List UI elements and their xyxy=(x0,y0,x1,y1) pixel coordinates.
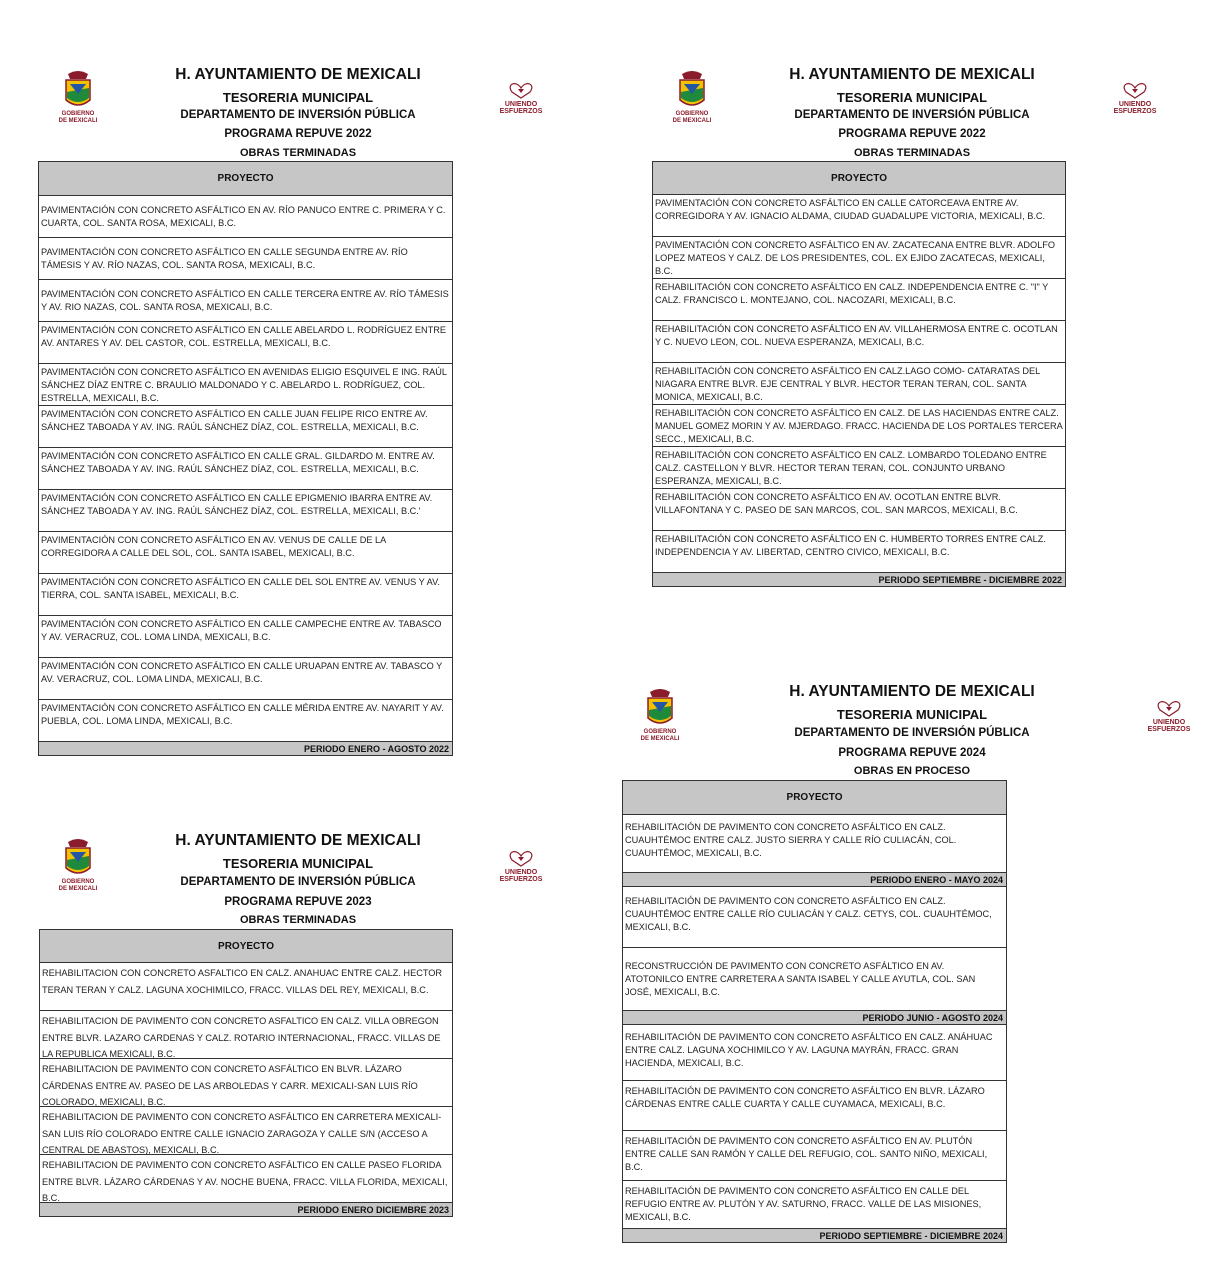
logo-right-text-2: ESFUERZOS xyxy=(1113,108,1157,115)
table-row: PAVIMENTACIÓN CON CONCRETO ASFÁLTICO EN CALLE GRAL. GILDARDO M. ENTRE AV. SÁNCHEZ TABOADA Y AV. ING. RAÚL SÁNCHEZ DÍAZ, COL. ESTRELLA, MEXICALI, B.C. xyxy=(39,448,452,490)
table-row: PAVIMENTACIÓN CON CONCRETO ASFÁLTICO EN AVENIDAS ELIGIO ESQUIVEL E ING. RAÚL SÁNCHEZ DÍAZ ENTRE C. BRAULIO MALDONADO Y C. ABELARDO L. RODRÍGUEZ, COL. ESTRELLA, MEXICALI, B.C. xyxy=(39,364,452,406)
period-footer: PERIODO ENERO - AGOSTO 2022 xyxy=(39,742,452,755)
table-row: REHABILITACIÓN CON CONCRETO ASFÁLTICO EN AV. VILLAHERMOSA ENTRE C. OCOTLAN Y C. NUEVO LEON, COL. NUEVA ESPERANZA, MEXICALI, B.C. xyxy=(653,321,1065,363)
status-title: OBRAS TERMINADAS xyxy=(853,147,971,159)
column-header: PROYECTO xyxy=(39,162,452,196)
uniendo-esfuerzos-logo xyxy=(496,848,546,884)
logo-right-text-1: UNIENDO xyxy=(1152,719,1186,726)
logo-left-text-1: GOBIERNO xyxy=(61,111,95,117)
period-footer: PERIODO SEPTIEMBRE - DICIEMBRE 2024 xyxy=(623,1229,1006,1242)
section-repuve-2023 xyxy=(38,830,558,930)
program-title: PROGRAMA REPUVE 2022 xyxy=(224,128,372,140)
gobierno-mexicali-logo xyxy=(52,838,104,890)
table-row: PAVIMENTACIÓN CON CONCRETO ASFÁLTICO EN CALLE URUAPAN ENTRE AV. TABASCO Y AV. VERACRUZ, COL. LOMA LINDA, MEXICALI, B.C. xyxy=(39,658,452,700)
table-row: PAVIMENTACIÓN CON CONCRETO ASFÁLTICO EN CALLE CATORCEAVA ENTRE AV. CORREGIDORA Y AV. IGNACIO ALDAMA, CIUDAD GUADALUPE VICTORIA, MEXICALI, B.C. xyxy=(653,195,1065,237)
coat-of-arms-icon xyxy=(52,70,104,126)
logo-right-text-1: UNIENDO xyxy=(504,101,538,108)
period-footer: PERIODO ENERO - MAYO 2024 xyxy=(623,873,1006,887)
table-row: REHABILITACION CON CONCRETO ASFALTICO EN CALZ. ANAHUAC ENTRE CALZ. HECTOR TERAN TERAN Y CALZ. LAGUNA XOCHIMILCO, FRACC. VILLAS DEL REY, MEXICALI, B.C. xyxy=(40,963,452,1011)
table-row: PAVIMENTACIÓN CON CONCRETO ASFÁLTICO EN AV. ZACATECANA ENTRE BLVR. ADOLFO LOPEZ MATEOS Y CALZ. DE LOS PRESIDENTES, COL. EX EJIDO ZACATECAS, MEXICALI, B.C. xyxy=(653,237,1065,279)
logo-right-text-2: ESFUERZOS xyxy=(499,876,543,883)
logo-left-text-1: GOBIERNO xyxy=(61,879,95,885)
period-footer: PERIODO ENERO DICIEMBRE 2023 xyxy=(40,1203,452,1216)
table-row: PAVIMENTACIÓN CON CONCRETO ASFÁLTICO EN CALLE DEL SOL ENTRE AV. VENUS Y AV. TIERRA, COL. SANTA ISABEL, MEXICALI, B.C. xyxy=(39,574,452,616)
table-row: REHABILITACIÓN DE PAVIMENTO CON CONCRETO ASFÁLTICO EN BLVR. LÁZARO CÁRDENAS ENTRE CALLE CUARTA Y CALLE CUYAMACA, MEXICALI, B.C. xyxy=(623,1081,1006,1131)
logo-left-text-2: DE MEXICALI xyxy=(58,118,98,124)
table-row: PAVIMENTACIÓN CON CONCRETO ASFÁLTICO EN CALLE EPIGMENIO IBARRA ENTRE AV. SÁNCHEZ TABOADA Y AV. ING. RAÚL SÁNCHEZ DÍAZ, COL. ESTRELLA, MEXICALI, B.C.' xyxy=(39,490,452,532)
department-title: DEPARTAMENTO DE INVERSIÓN PÚBLICA xyxy=(794,109,1030,121)
status-title: OBRAS EN PROCESO xyxy=(853,765,971,777)
department-title: DEPARTAMENTO DE INVERSIÓN PÚBLICA xyxy=(180,109,416,121)
period-footer: PERIODO SEPTIEMBRE - DICIEMBRE 2022 xyxy=(653,573,1065,586)
table-row: REHABILITACIÓN DE PAVIMENTO CON CONCRETO ASFÁLTICO EN CALZ. ANÁHUAC ENTRE CALZ. LAGUNA XOCHIMILCO Y AV. LAGUNA MAYRÁN, FRACC. GRAN HACIENDA, MEXICALI, B.C. xyxy=(623,1025,1006,1081)
table-row: REHABILITACION DE PAVIMENTO CON CONCRETO ASFÁLTICO EN CALLE PASEO FLORIDA ENTRE BLVR. LÁZARO CÁRDENAS Y AV. NOCHE BUENA, FRACC. VILLA FLORIDA, MEXICALI, B.C. xyxy=(40,1155,452,1203)
org-title: H. AYUNTAMIENTO DE MEXICALI xyxy=(789,66,1035,83)
table-row: REHABILITACION DE PAVIMENTO CON CONCRETO ASFALTICO EN CALZ. VILLA OBREGON ENTRE BLVR. LAZARO CARDENAS Y CALZ. ROTARIO INTERNACIONAL, FRACC. VILLAS DE LA REPUBLICA MEXICALI, B.C. xyxy=(40,1011,452,1059)
office-title: TESORERIA MUNICIPAL xyxy=(222,856,374,871)
table-row: PAVIMENTACIÓN CON CONCRETO ASFÁLTICO EN CALLE TERCERA ENTRE AV. RÍO TÁMESIS Y AV. RIO NAZAS, COL. SANTA ROSA, MEXICALI, B.C. xyxy=(39,280,452,322)
org-title: H. AYUNTAMIENTO DE MEXICALI xyxy=(789,683,1035,700)
table-row: PAVIMENTACIÓN CON CONCRETO ASFÁLTICO EN CALLE SEGUNDA ENTRE AV. RÍO TÁMESIS Y AV. RÍO NAZAS, COL. SANTA ROSA, MEXICALI, B.C. xyxy=(39,238,452,280)
section-repuve-2022-b xyxy=(652,62,1172,162)
coat-of-arms-icon xyxy=(52,838,104,894)
table-row: REHABILITACIÓN CON CONCRETO ASFÁLTICO EN CALZ.LAGO COMO- CATARATAS DEL NIAGARA ENTRE BLVR. EJE CENTRAL Y BLVR. HECTOR TERAN TERAN, COL. SANTA MONICA, MEXICALI, B.C. xyxy=(653,363,1065,405)
table-row: PAVIMENTACIÓN CON CONCRETO ASFÁLTICO EN CALLE MÉRIDA ENTRE AV. NAYARIT Y AV. PUEBLA, COL. LOMA LINDA, MEXICALI, B.C. xyxy=(39,700,452,742)
program-title: PROGRAMA REPUVE 2024 xyxy=(838,747,986,759)
column-header: PROYECTO xyxy=(623,781,1006,815)
logo-right-text-1: UNIENDO xyxy=(504,869,538,876)
department-title: DEPARTAMENTO DE INVERSIÓN PÚBLICA xyxy=(794,727,1030,739)
period-footer: PERIODO JUNIO - AGOSTO 2024 xyxy=(623,1011,1006,1025)
logo-left-text-2: DE MEXICALI xyxy=(640,736,680,742)
table-row: PAVIMENTACIÓN CON CONCRETO ASFÁLTICO EN CALLE JUAN FELIPE RICO ENTRE AV. SÁNCHEZ TABOADA Y AV. ING. RAÚL SÁNCHEZ DÍAZ, COL. ESTRELLA, MEXICALI, B.C. xyxy=(39,406,452,448)
table-row: PAVIMENTACIÓN CON CONCRETO ASFÁLTICO EN CALLE ABELARDO L. RODRÍGUEZ ENTRE AV. ANTARES Y AV. DEL CASTOR, COL. ESTRELLA, MEXICALI, B.C. xyxy=(39,322,452,364)
table-row: REHABILITACIÓN DE PAVIMENTO CON CONCRETO ASFÁLTICO EN CALLE DEL REFUGIO ENTRE AV. PLUTÓN Y AV. SATURNO, FRACC. VALLE DE LAS MISIONES, MEXICALI, B.C. xyxy=(623,1181,1006,1229)
table-row: REHABILITACION DE PAVIMENTO CON CONCRETO ASFÁLTICO EN CARRETERA MEXICALI-SAN LUIS RÍO COLORADO ENTRE CALLE IGNACIO ZARAGOZA Y CALLE S/N (ACCESO A CENTRAL DE ABASTOS), MEXICALI, B.C. xyxy=(40,1107,452,1155)
logo-left-text-2: DE MEXICALI xyxy=(672,118,712,124)
office-title: TESORERIA MUNICIPAL xyxy=(836,707,988,722)
table-row: REHABILITACIÓN DE PAVIMENTO CON CONCRETO ASFÁLTICO EN AV. PLUTÓN ENTRE CALLE SAN RAMÓN Y CALLE DEL REFUGIO, COL. SANTO NIÑO, MEXICALI, B.C. xyxy=(623,1131,1006,1181)
program-title: PROGRAMA REPUVE 2023 xyxy=(224,896,372,908)
logo-right-text-1: UNIENDO xyxy=(1118,101,1152,108)
status-title: OBRAS TERMINADAS xyxy=(239,914,357,926)
gobierno-mexicali-logo xyxy=(52,70,104,122)
gobierno-mexicali-logo xyxy=(666,70,718,122)
table-row: REHABILITACIÓN CON CONCRETO ASFÁLTICO EN CALZ. DE LAS HACIENDAS ENTRE CALZ. MANUEL GOMEZ MORIN Y AV. MJERDAGO. FRACC. HACIENDA DE LOS PORTALES TERCERA SECC., MEXICALI, B.C. xyxy=(653,405,1065,447)
table-row: PAVIMENTACIÓN CON CONCRETO ASFÁLTICO EN AV. VENUS DE CALLE DE LA CORREGIDORA A CALLE DEL SOL, COL. SANTA ISABEL, MEXICALI, B.C. xyxy=(39,532,452,574)
status-title: OBRAS TERMINADAS xyxy=(239,147,357,159)
table-row: PAVIMENTACIÓN CON CONCRETO ASFÁLTICO EN CALLE CAMPECHE ENTRE AV. TABASCO Y AV. VERACRUZ, COL. LOMA LINDA, MEXICALI, B.C. xyxy=(39,616,452,658)
uniendo-esfuerzos-logo xyxy=(1110,80,1160,116)
program-title: PROGRAMA REPUVE 2022 xyxy=(838,128,986,140)
coat-of-arms-icon xyxy=(666,70,718,126)
logo-right-text-2: ESFUERZOS xyxy=(1147,726,1191,733)
org-title: H. AYUNTAMIENTO DE MEXICALI xyxy=(175,66,421,83)
uniendo-esfuerzos-icon xyxy=(496,848,546,884)
section-repuve-2024 xyxy=(622,680,1202,780)
uniendo-esfuerzos-icon xyxy=(496,80,546,116)
uniendo-esfuerzos-logo xyxy=(496,80,546,116)
table-row: REHABILITACIÓN CON CONCRETO ASFÁLTICO EN C. HUMBERTO TORRES ENTRE CALZ. INDEPENDENCIA Y AV. LIBERTAD, CENTRO CIVICO, MEXICALI, B.C. xyxy=(653,531,1065,573)
table-row: REHABILITACIÓN CON CONCRETO ASFÁLTICO EN AV. OCOTLAN ENTRE BLVR. VILLAFONTANA Y C. PASEO DE SAN MARCOS, COL. SAN MARCOS, MEXICALI, B.C. xyxy=(653,489,1065,531)
logo-left-text-1: GOBIERNO xyxy=(675,111,709,117)
org-title: H. AYUNTAMIENTO DE MEXICALI xyxy=(175,832,421,849)
table-row: REHABILITACION DE PAVIMENTO CON CONCRETO ASFÁLTICO EN BLVR. LÁZARO CÁRDENAS ENTRE AV. PASEO DE LAS ARBOLEDAS Y CARR. MEXICALI-SAN LUIS RÍO COLORADO, MEXICALI, B.C. xyxy=(40,1059,452,1107)
projects-table-2022-b xyxy=(652,161,1066,587)
table-row: REHABILITACIÓN DE PAVIMENTO CON CONCRETO ASFÁLTICO EN CALZ. CUAUHTÉMOC ENTRE CALZ. JUSTO SIERRA Y CALLE RÍO CULIACÁN, COL. CUAUHTÉMOC, MEXICALI, B.C. xyxy=(623,815,1006,873)
table-row: REHABILITACIÓN CON CONCRETO ASFÁLTICO EN CALZ. LOMBARDO TOLEDANO ENTRE CALZ. CASTELLON Y BLVR. HECTOR TERAN TERAN, COL. CONJUNTO URBANO ESPERANZA, MEXICALI, B.C. xyxy=(653,447,1065,489)
logo-left-text-2: DE MEXICALI xyxy=(58,886,98,892)
projects-table-2024 xyxy=(622,780,1007,1243)
gobierno-mexicali-logo xyxy=(634,688,686,740)
projects-table-2022-a xyxy=(38,161,453,756)
table-row: RECONSTRUCCIÓN DE PAVIMENTO CON CONCRETO ASFÁLTICO EN AV. ATOTONILCO ENTRE CARRETERA A SANTA ISABEL Y CALLE AYUTLA, COL. SAN JOSÉ, MEXICALI, B.C. xyxy=(623,948,1006,1011)
uniendo-esfuerzos-icon xyxy=(1144,698,1194,734)
office-title: TESORERIA MUNICIPAL xyxy=(836,90,988,105)
logo-left-text-1: GOBIERNO xyxy=(643,729,677,735)
uniendo-esfuerzos-icon xyxy=(1110,80,1160,116)
column-header: PROYECTO xyxy=(40,930,452,963)
logo-right-text-2: ESFUERZOS xyxy=(499,108,543,115)
table-row: REHABILITACIÓN DE PAVIMENTO CON CONCRETO ASFÁLTICO EN CALZ. CUAUHTÉMOC ENTRE CALLE RÍO CULIACÁN Y CALZ. CETYS, COL. CUAUHTÉMOC, MEXICALI, B.C. xyxy=(623,887,1006,948)
office-title: TESORERIA MUNICIPAL xyxy=(222,90,374,105)
column-header: PROYECTO xyxy=(653,162,1065,195)
coat-of-arms-icon xyxy=(634,688,686,744)
uniendo-esfuerzos-logo xyxy=(1144,698,1194,734)
table-row: PAVIMENTACIÓN CON CONCRETO ASFÁLTICO EN AV. RÍO PANUCO ENTRE C. PRIMERA Y C. CUARTA, COL. SANTA ROSA, MEXICALI, B.C. xyxy=(39,196,452,238)
table-row: REHABILITACIÓN CON CONCRETO ASFÁLTICO EN CALZ. INDEPENDENCIA ENTRE C. "I" Y CALZ. FRANCISCO L. MONTEJANO, COL. NACOZARI, MEXICALI, B.C. xyxy=(653,279,1065,321)
department-title: DEPARTAMENTO DE INVERSIÓN PÚBLICA xyxy=(180,876,416,888)
projects-table-2023 xyxy=(39,929,453,1217)
